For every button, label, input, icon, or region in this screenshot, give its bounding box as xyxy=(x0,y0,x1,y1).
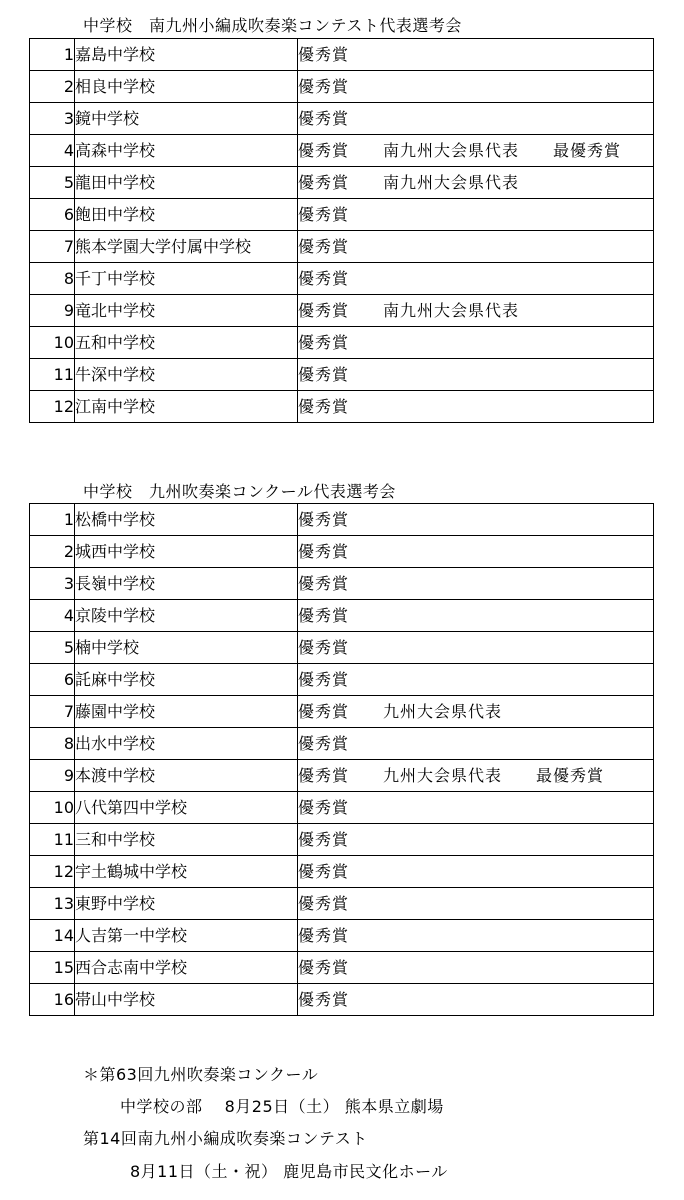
table-row xyxy=(30,888,654,920)
table-row xyxy=(30,295,654,327)
row-number: 9 xyxy=(30,760,75,792)
school-name: 牛深中学校 xyxy=(75,359,298,391)
school-name: 鏡中学校 xyxy=(75,103,298,135)
award-text: 優秀賞 xyxy=(298,664,654,696)
award-text: 優秀賞 xyxy=(298,856,654,888)
school-name: 高森中学校 xyxy=(75,135,298,167)
note-kyushu-date: 中学校の部 8月25日（土） 熊本県立劇場 xyxy=(120,1097,444,1116)
school-name: 相良中学校 xyxy=(75,71,298,103)
table-row xyxy=(30,391,654,423)
school-name: 飽田中学校 xyxy=(75,199,298,231)
award-text: 優秀賞 xyxy=(298,952,654,984)
row-number: 16 xyxy=(30,984,75,1016)
row-number: 2 xyxy=(30,536,75,568)
award-text: 優秀賞 xyxy=(298,391,654,423)
table-row xyxy=(30,984,654,1016)
section1-title: 中学校 南九州小編成吹奏楽コンテスト代表選考会 xyxy=(83,16,462,35)
table-row xyxy=(30,231,654,263)
school-name: 人吉第一中学校 xyxy=(75,920,298,952)
row-number: 11 xyxy=(30,359,75,391)
table-row xyxy=(30,600,654,632)
award-text: 優秀賞 xyxy=(298,888,654,920)
school-name: 東野中学校 xyxy=(75,888,298,920)
school-name: 熊本学園大学付属中学校 xyxy=(75,231,298,263)
award-text: 優秀賞 xyxy=(298,231,654,263)
table-row xyxy=(30,103,654,135)
table-row xyxy=(30,263,654,295)
row-number: 3 xyxy=(30,568,75,600)
award-text: 優秀賞 xyxy=(298,327,654,359)
table-row xyxy=(30,952,654,984)
row-number: 4 xyxy=(30,600,75,632)
row-number: 2 xyxy=(30,71,75,103)
award-text: 優秀賞 xyxy=(298,359,654,391)
row-number: 8 xyxy=(30,728,75,760)
table-row xyxy=(30,696,654,728)
award-text: 優秀賞 九州大会県代表 xyxy=(298,696,654,728)
school-name: 江南中学校 xyxy=(75,391,298,423)
award-text: 優秀賞 xyxy=(298,728,654,760)
table-row xyxy=(30,199,654,231)
award-text: 優秀賞 xyxy=(298,71,654,103)
award-text: 優秀賞 xyxy=(298,920,654,952)
row-number: 9 xyxy=(30,295,75,327)
table-row xyxy=(30,824,654,856)
row-number: 5 xyxy=(30,167,75,199)
row-number: 7 xyxy=(30,696,75,728)
row-number: 13 xyxy=(30,888,75,920)
table-row xyxy=(30,327,654,359)
school-name: 出水中学校 xyxy=(75,728,298,760)
table-row xyxy=(30,728,654,760)
school-name: 西合志南中学校 xyxy=(75,952,298,984)
row-number: 3 xyxy=(30,103,75,135)
table-row xyxy=(30,632,654,664)
award-text: 優秀賞 xyxy=(298,103,654,135)
table-row xyxy=(30,856,654,888)
school-name: 嘉島中学校 xyxy=(75,39,298,71)
award-text: 優秀賞 南九州大会県代表 最優秀賞 xyxy=(298,135,654,167)
award-text: 優秀賞 xyxy=(298,568,654,600)
row-number: 4 xyxy=(30,135,75,167)
school-name: 五和中学校 xyxy=(75,327,298,359)
school-name: 楠中学校 xyxy=(75,632,298,664)
award-text: 優秀賞 xyxy=(298,600,654,632)
award-text: 優秀賞 xyxy=(298,39,654,71)
table-row xyxy=(30,167,654,199)
award-text: 優秀賞 xyxy=(298,984,654,1016)
table-row xyxy=(30,504,654,536)
award-text: 優秀賞 xyxy=(298,632,654,664)
row-number: 1 xyxy=(30,504,75,536)
table-row xyxy=(30,39,654,71)
award-text: 優秀賞 xyxy=(298,504,654,536)
row-number: 5 xyxy=(30,632,75,664)
table-row xyxy=(30,135,654,167)
school-name: 千丁中学校 xyxy=(75,263,298,295)
note-south-kyushu-date: 8月11日（土・祝） 鹿児島市民文化ホール xyxy=(130,1162,448,1181)
table-row xyxy=(30,536,654,568)
school-name: 藤園中学校 xyxy=(75,696,298,728)
row-number: 12 xyxy=(30,391,75,423)
school-name: 本渡中学校 xyxy=(75,760,298,792)
table-row xyxy=(30,71,654,103)
row-number: 14 xyxy=(30,920,75,952)
row-number: 1 xyxy=(30,39,75,71)
table-row xyxy=(30,359,654,391)
row-number: 7 xyxy=(30,231,75,263)
note-kyushu-contest: ＊第63回九州吹奏楽コンクール xyxy=(83,1065,319,1084)
award-text: 優秀賞 xyxy=(298,263,654,295)
award-text: 優秀賞 xyxy=(298,199,654,231)
school-name: 三和中学校 xyxy=(75,824,298,856)
row-number: 6 xyxy=(30,664,75,696)
school-name: 京陵中学校 xyxy=(75,600,298,632)
table-row xyxy=(30,664,654,696)
table-row xyxy=(30,792,654,824)
row-number: 10 xyxy=(30,327,75,359)
section2-table xyxy=(29,503,654,1016)
row-number: 15 xyxy=(30,952,75,984)
section2-title: 中学校 九州吹奏楽コンクール代表選考会 xyxy=(83,482,396,501)
row-number: 12 xyxy=(30,856,75,888)
section1-table xyxy=(29,38,654,423)
award-text: 優秀賞 xyxy=(298,824,654,856)
school-name: 龍田中学校 xyxy=(75,167,298,199)
award-text: 優秀賞 xyxy=(298,536,654,568)
school-name: 宇土鶴城中学校 xyxy=(75,856,298,888)
row-number: 10 xyxy=(30,792,75,824)
school-name: 城西中学校 xyxy=(75,536,298,568)
award-text: 優秀賞 南九州大会県代表 xyxy=(298,295,654,327)
row-number: 11 xyxy=(30,824,75,856)
school-name: 託麻中学校 xyxy=(75,664,298,696)
school-name: 帯山中学校 xyxy=(75,984,298,1016)
award-text: 優秀賞 九州大会県代表 最優秀賞 xyxy=(298,760,654,792)
school-name: 松橋中学校 xyxy=(75,504,298,536)
school-name: 八代第四中学校 xyxy=(75,792,298,824)
row-number: 8 xyxy=(30,263,75,295)
school-name: 長嶺中学校 xyxy=(75,568,298,600)
table-row xyxy=(30,760,654,792)
table-row xyxy=(30,920,654,952)
table-row xyxy=(30,568,654,600)
row-number: 6 xyxy=(30,199,75,231)
school-name: 竜北中学校 xyxy=(75,295,298,327)
note-south-kyushu-contest: 第14回南九州小編成吹奏楽コンテスト xyxy=(83,1129,368,1148)
award-text: 優秀賞 南九州大会県代表 xyxy=(298,167,654,199)
award-text: 優秀賞 xyxy=(298,792,654,824)
